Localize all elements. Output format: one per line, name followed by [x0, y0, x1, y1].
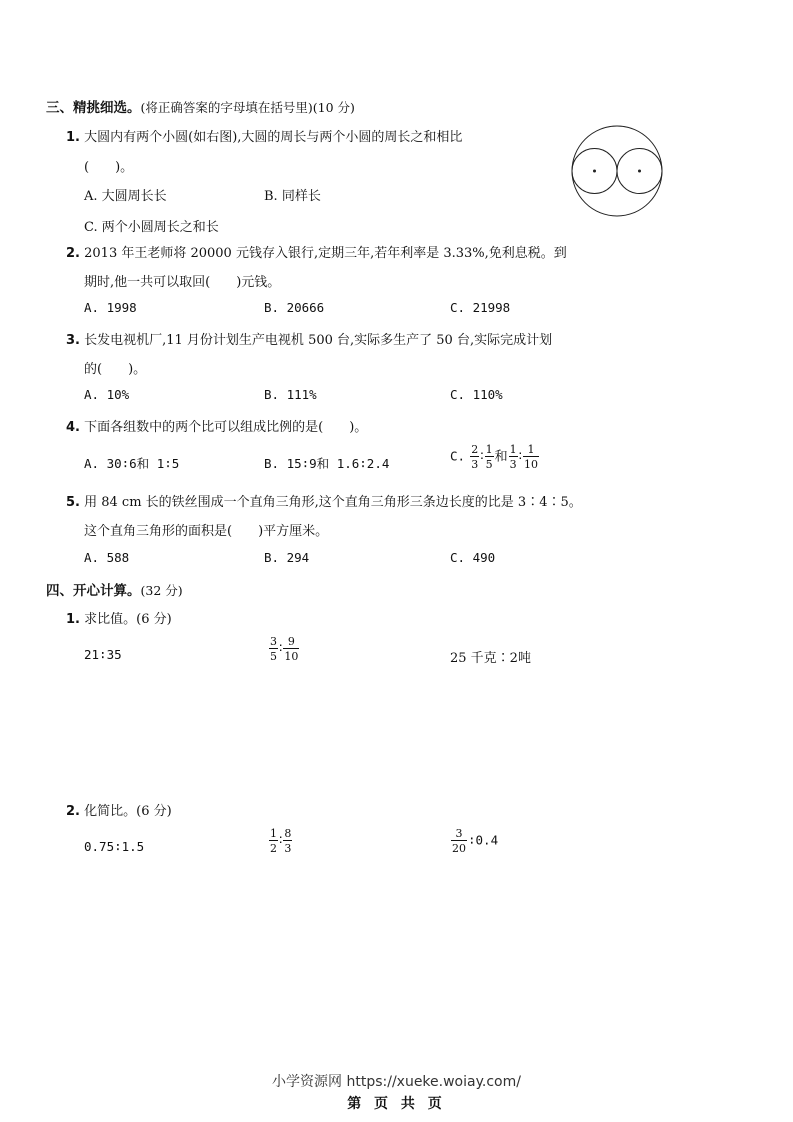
fraction-three-fifths [269, 636, 278, 662]
denominator: 3 [284, 842, 292, 855]
q4-option-a: A. 30∶6和 1∶5 [84, 456, 180, 471]
q5-option-b: B. 294 [264, 550, 310, 565]
q1-option-b: B. 同样长 [264, 189, 321, 204]
question-number: 4. [66, 420, 80, 435]
question-text: 求比值。(6 分) [84, 612, 172, 627]
question-number: 2. [66, 804, 80, 819]
q4-option-c [450, 444, 540, 470]
q1-option-c: C. 两个小圆周长之和长 [84, 220, 219, 235]
ratio-colon: ∶ [279, 833, 283, 849]
ratio-problem-2 [268, 636, 300, 662]
question-1-line-1 [66, 126, 462, 145]
numerator: 3 [270, 635, 277, 648]
simplify-problem-3 [450, 828, 498, 854]
question-text: 下面各组数中的两个比可以组成比例的是( )。 [84, 420, 368, 435]
denominator: 2 [270, 842, 277, 855]
footer-site-link[interactable]: 小学资源网 https://xueke.woiay.com/ [272, 1074, 521, 1090]
question-text: 2013 年王老师将 20000 元钱存入银行,定期三年,若年利率是 3.33%,免利息税。到 [84, 246, 567, 261]
left-center-dot [593, 170, 596, 173]
q3-option-c: C. 110% [450, 387, 503, 402]
fraction-two-thirds [470, 444, 479, 470]
fraction-one-tenth [523, 444, 539, 470]
question-number: 1. [66, 612, 80, 627]
fraction-one-fifth [485, 444, 494, 470]
question-text: 长发电视机厂,11 月份计划生产电视机 500 台,实际多生产了 50 台,实际完成计划 [84, 333, 553, 348]
denominator: 3 [471, 458, 479, 471]
ratio-colon: ∶ [518, 449, 522, 465]
numerator: 1 [270, 827, 277, 840]
numerator: 2 [471, 443, 479, 456]
ratio-problem-1: 21∶35 [84, 647, 122, 662]
question-5-line-1 [66, 491, 582, 510]
ratio-problem-3: 25 千克∶2吨 [450, 651, 531, 666]
simplify-problem-1: 0.75∶1.5 [84, 839, 145, 854]
question-number: 2. [66, 246, 80, 261]
right-center-dot [638, 170, 641, 173]
fraction-eight-thirds [283, 828, 292, 854]
fraction-nine-tenths [283, 636, 299, 662]
q5-option-c: C. 490 [450, 550, 496, 565]
question-1-line-2: ( )。 [84, 160, 134, 175]
question-number: 1. [66, 130, 80, 145]
denominator: 10 [524, 458, 538, 471]
q2-option-a: A. 1998 [84, 300, 137, 315]
numerator: 9 [283, 636, 299, 649]
question-5-line-2: 这个直角三角形的面积是( )平方厘米。 [84, 524, 329, 539]
ratio-colon: ∶ [480, 449, 484, 465]
question-text: 用 84 cm 长的铁丝围成一个直角三角形,这个直角三角形三条边长度的比是 3∶4∶5。 [84, 495, 582, 510]
sub-question-2-title [66, 800, 172, 819]
question-number: 5. [66, 495, 80, 510]
question-number: 3. [66, 333, 80, 348]
section-3-header [46, 96, 355, 116]
and-label: 和 [494, 449, 508, 465]
section-4-note: (32 分) [140, 583, 183, 598]
q4-option-b: B. 15∶9和 1.6∶2.4 [264, 456, 390, 471]
fraction-one-third [509, 444, 518, 470]
fraction-one-half [269, 828, 278, 854]
question-text: 大圆内有两个小圆(如右图),大圆的周长与两个小圆的周长之和相比 [84, 130, 463, 145]
section-4-header [46, 579, 183, 599]
q1-option-a: A. 大圆周长长 [84, 189, 167, 204]
fraction-three-twentieths [451, 828, 467, 854]
question-3-line-2: 的( )。 [84, 362, 147, 377]
simplify-problem-2 [268, 828, 293, 854]
section-3-title: 三、精挑细选。 [46, 100, 141, 116]
sub-question-1-title [66, 608, 172, 627]
numerator: 1 [485, 443, 493, 456]
numerator: 8 [284, 827, 292, 840]
numerator: 3 [451, 828, 467, 841]
ratio-colon: ∶ [279, 641, 283, 657]
denominator: 10 [284, 650, 299, 663]
section-4-title: 四、开心计算。 [46, 583, 141, 599]
question-2-line-1 [66, 242, 567, 261]
denominator: 5 [485, 458, 493, 471]
denominator: 5 [270, 650, 277, 663]
option-c-prefix: C. [450, 448, 466, 464]
denominator: 20 [452, 842, 466, 855]
q3-option-b: B. 111% [264, 387, 317, 402]
question-3-line-1 [66, 329, 552, 348]
question-text: 化简比。(6 分) [84, 804, 172, 819]
section-3-note: (将正确答案的字母填在括号里)(10 分) [140, 100, 355, 115]
numerator: 1 [509, 443, 517, 456]
circles-figure [570, 124, 664, 218]
footer-page-number: 第 页 共 页 [347, 1096, 446, 1112]
q3-option-a: A. 10% [84, 387, 130, 402]
question-4-line-1 [66, 416, 367, 435]
q2-option-b: B. 20666 [264, 300, 325, 315]
denominator: 3 [509, 458, 517, 471]
numerator: 1 [523, 444, 539, 457]
q5-option-a: A. 588 [84, 550, 130, 565]
q2-option-c: C. 21998 [450, 300, 511, 315]
ratio-rest: ∶0.4 [468, 832, 499, 848]
question-2-line-2: 期时,他一共可以取回( )元钱。 [84, 275, 281, 290]
